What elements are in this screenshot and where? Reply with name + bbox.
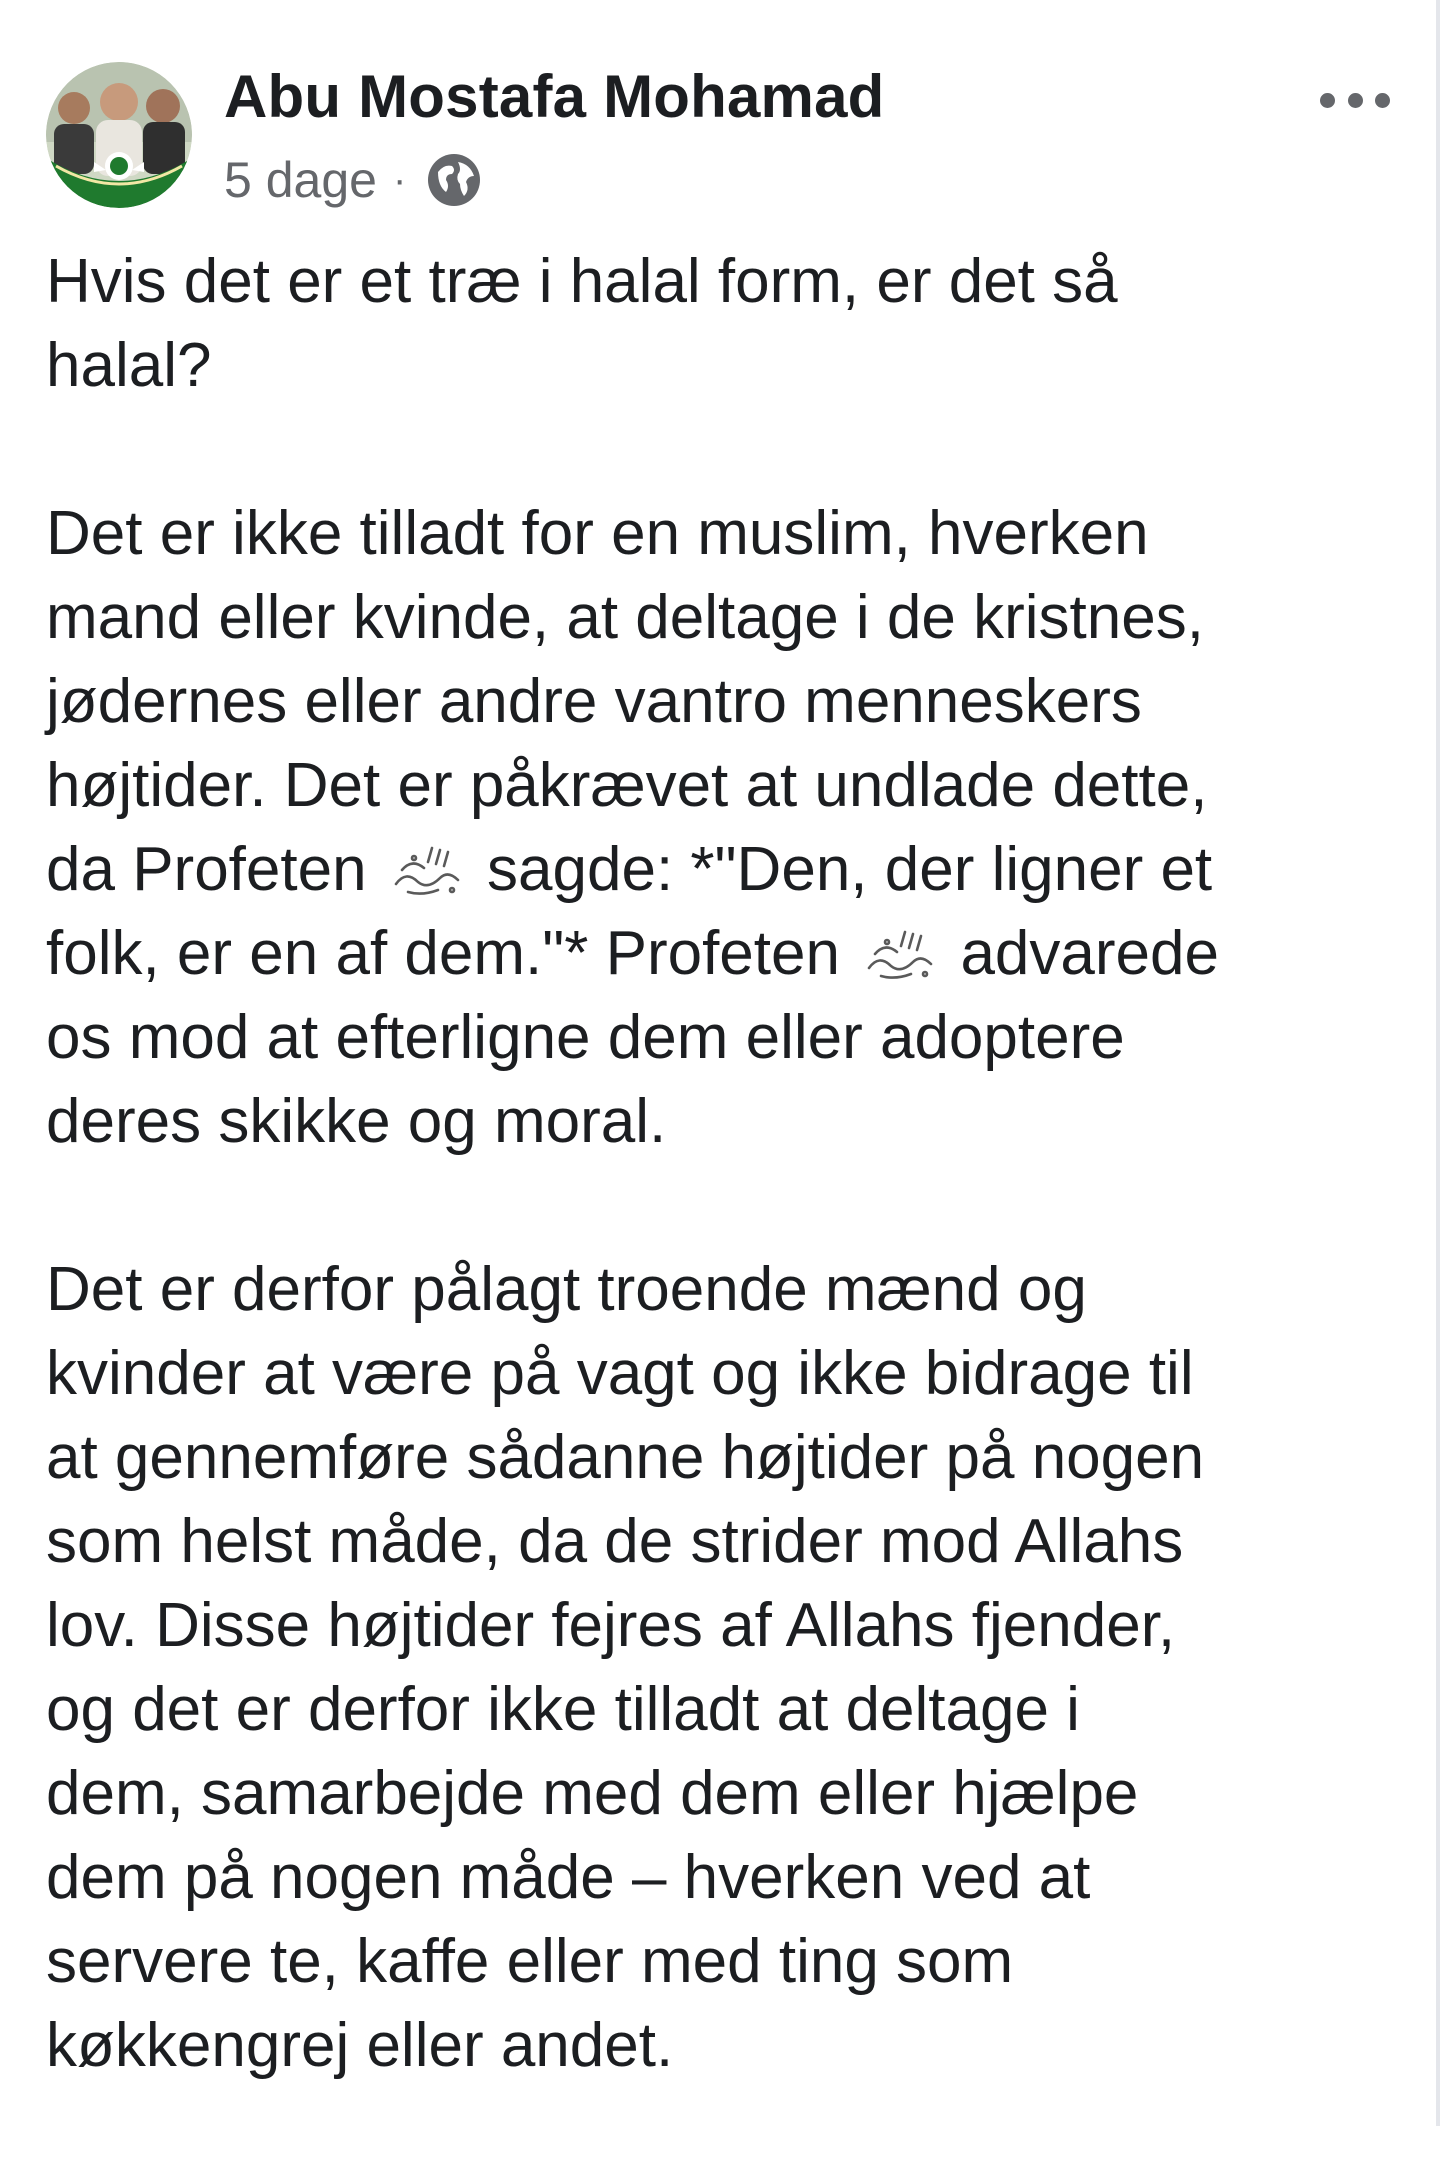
text-line: os mod at efterligne dem eller adoptere xyxy=(46,1003,1125,1072)
text-line: kvinder at være på vagt og ikke bidrage til xyxy=(46,1339,1194,1408)
text-line xyxy=(46,828,1406,912)
text-line xyxy=(46,912,1406,996)
text-fragment: folk, er en af dem."* Profeten xyxy=(46,919,840,988)
text-fragment: advarede xyxy=(960,919,1219,988)
text-line: højtider. Det er påkrævet at undlade dette, xyxy=(46,751,1208,820)
text-line: Hvis det er et træ i halal form, er det så xyxy=(46,247,1118,316)
author-avatar[interactable] xyxy=(46,62,192,208)
text-line: dem på nogen måde – hverken ved at xyxy=(46,1843,1091,1912)
text-line: Det er ikke tilladt for en muslim, hverken xyxy=(46,499,1149,568)
author-name[interactable]: Abu Mostafa Mohamad xyxy=(224,63,885,130)
text-line: servere te, kaffe eller med ting som xyxy=(46,1927,1014,1996)
salawat-calligraphy-icon xyxy=(388,840,466,900)
post-meta xyxy=(224,148,484,212)
text-line: halal? xyxy=(46,331,212,400)
text-line: som helst måde, da de strider mod Allahs xyxy=(46,1507,1184,1576)
text-line: jødernes eller andre vantro menneskers xyxy=(46,667,1142,736)
paragraph-3 xyxy=(46,1248,1406,2088)
more-options-icon[interactable] xyxy=(1320,82,1390,118)
post-body xyxy=(46,240,1406,2172)
text-line: og det er derfor ikke tilladt at deltage i xyxy=(46,1675,1080,1744)
text-line: mand eller kvinde, at deltage i de kristnes, xyxy=(46,583,1204,652)
globe-icon xyxy=(424,150,484,210)
text-line: dem, samarbejde med dem eller hjælpe xyxy=(46,1759,1139,1828)
post-timestamp[interactable]: 5 dage xyxy=(224,152,377,208)
text-line: lov. Disse højtider fejres af Allahs fjender, xyxy=(46,1591,1176,1660)
text-line: Det er derfor pålagt troende mænd og xyxy=(46,1255,1087,1324)
paragraph-1 xyxy=(46,240,1406,408)
text-line: deres skikke og moral. xyxy=(46,1087,667,1156)
paragraph-2 xyxy=(46,492,1406,1164)
text-line: at gennemføre sådanne højtider på nogen xyxy=(46,1423,1205,1492)
meta-separator: · xyxy=(392,157,407,202)
divider xyxy=(1436,0,1440,2126)
salawat-calligraphy-icon xyxy=(861,924,939,984)
text-fragment: sagde: *"Den, der ligner et xyxy=(487,835,1213,904)
text-fragment: da Profeten xyxy=(46,835,367,904)
text-line: køkkengrej eller andet. xyxy=(46,2011,674,2080)
